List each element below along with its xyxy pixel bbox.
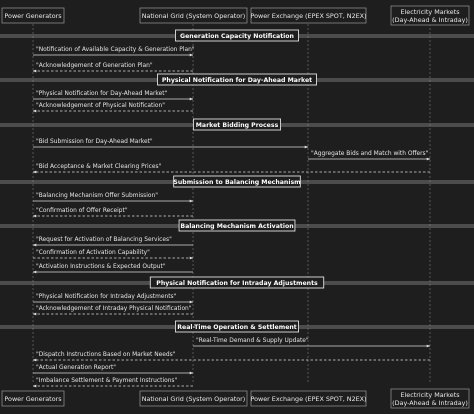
section-divider	[0, 277, 474, 288]
participant-box-pg-top	[2, 8, 64, 23]
participant-box-pe-bottom	[250, 391, 366, 406]
message-ng-to-pg	[33, 208, 193, 216]
participant-label: Power Exchange (EPEX SPOT, N2EX)	[250, 12, 367, 20]
section-divider	[0, 74, 474, 85]
participant-box-pg-bottom	[2, 391, 64, 406]
message-label: "Confirmation of Activation Capability"	[36, 250, 150, 256]
participant-label: Power Generators	[4, 395, 62, 403]
message-ng-to-pg	[33, 237, 193, 245]
message-label: "Bid Acceptance & Market Clearing Prices"	[36, 164, 162, 170]
message-label: "Physical Notification for Intraday Adjustments"	[36, 294, 177, 300]
section-title: Physical Notification for Day-Ahead Market	[161, 77, 313, 85]
message-pg-to-ng	[33, 365, 193, 373]
participant-label: Power Exchange (EPEX SPOT, N2EX)	[250, 395, 367, 403]
participant-label: (Day-Ahead & Intraday)	[392, 399, 468, 407]
participant-box-ng-bottom	[140, 391, 247, 406]
message-label: "Confirmation of Offer Receipt"	[36, 208, 128, 214]
participant-label: National Grid (System Operator)	[141, 12, 246, 20]
section-title: Physical Notification for Intraday Adjustments	[156, 280, 318, 288]
message-label: "Balancing Mechanism Offer Submission"	[36, 193, 158, 199]
message-label: "Acknowledgement of Physical Notification"	[36, 103, 165, 109]
participant-label: Power Generators	[4, 12, 62, 20]
section-divider	[0, 119, 474, 130]
message-pg-to-ng	[33, 250, 193, 258]
message-label: "Acknowledgement of Intraday Physical Notification"	[36, 306, 192, 312]
message-label: "Bid Submission for Day-Ahead Market"	[36, 139, 153, 145]
section-divider	[0, 30, 474, 41]
participant-box-em-top	[391, 6, 469, 25]
section-title: Real-Time Operation & Settlement	[177, 324, 297, 332]
section-title: Submission to Balancing Mechanism	[173, 179, 301, 187]
message-em-to-pg	[33, 164, 430, 172]
section-title: Generation Capacity Notification	[180, 33, 294, 41]
section-divider	[0, 176, 474, 187]
participant-box-ng-top	[140, 8, 247, 23]
message-pg-to-ng	[33, 294, 193, 302]
section-divider	[0, 220, 474, 231]
message-pe-to-em	[308, 151, 430, 159]
message-em-to-pg	[33, 352, 430, 360]
message-pg-to-ng	[33, 47, 195, 55]
participant-label: Electricity Markets	[400, 391, 460, 399]
section-title: Balancing Mechanism Activation	[180, 223, 294, 231]
participant-box-em-bottom	[391, 389, 469, 408]
participant-label: Electricity Markets	[400, 8, 460, 16]
message-ng-to-pg	[33, 264, 193, 272]
message-label: "Real-Time Demand & Supply Update"	[196, 338, 309, 344]
message-label: "Acknowledgement of Generation Plan"	[36, 63, 153, 69]
message-label: "Dispatch Instructions Based on Market Needs"	[36, 352, 176, 358]
message-pg-to-ng	[33, 91, 193, 99]
message-ng-to-pg	[33, 306, 193, 314]
message-label: "Notification of Available Capacity & Generation Plan"	[36, 47, 195, 53]
message-label: "Physical Notification for Day-Ahead Market"	[36, 91, 168, 97]
message-ng-to-pg	[33, 103, 193, 111]
section-divider	[0, 321, 474, 332]
message-pg-to-pe	[33, 139, 308, 147]
message-pg-to-ng	[33, 193, 193, 201]
participant-box-pe-top	[250, 8, 366, 23]
message-label: "Aggregate Bids and Match with Offers"	[311, 151, 429, 157]
message-ng-to-em	[193, 338, 430, 346]
message-label: "Imbalance Settlement & Payment Instructions"	[36, 378, 178, 384]
message-label: "Activation Instructions & Expected Output"	[36, 264, 166, 270]
message-ng-to-pg	[33, 63, 193, 71]
message-ng-to-pg	[33, 378, 193, 386]
section-title: Market Bidding Process	[195, 122, 279, 130]
message-label: "Actual Generation Report"	[36, 365, 117, 371]
participant-label: (Day-Ahead & Intraday)	[392, 16, 468, 24]
message-label: "Request for Activation of Balancing Services"	[36, 237, 172, 243]
participant-label: National Grid (System Operator)	[141, 395, 246, 403]
